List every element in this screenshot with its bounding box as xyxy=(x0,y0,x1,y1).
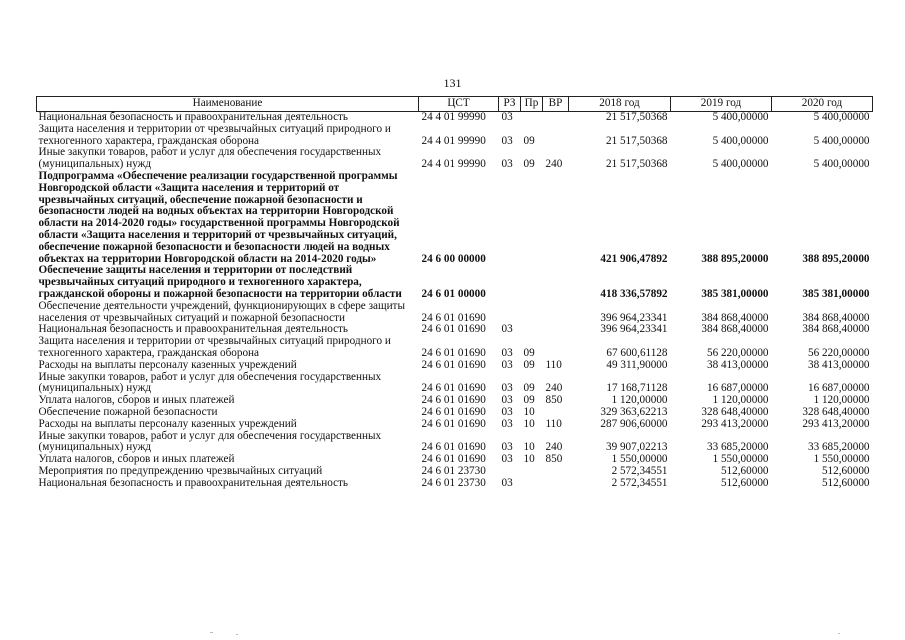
column-header-cst: ЦСТ xyxy=(419,97,499,112)
row-cst: 24 6 01 01690 xyxy=(421,323,486,336)
row-rz: 03 xyxy=(501,346,513,359)
row-pr: 10 xyxy=(523,417,535,430)
row-amount-2018: 1 120,00000 xyxy=(611,394,668,407)
table-row-subprogram xyxy=(37,171,873,265)
row-amount-2020: 16 687,00000 xyxy=(807,382,870,395)
row-amount-2018: 396 964,23341 xyxy=(600,323,668,336)
row-pr: 09 xyxy=(523,382,535,395)
row-pr xyxy=(521,466,543,478)
row-name: Национальная безопасность и правоохранительная деятельность xyxy=(38,476,349,489)
row-cst: 24 6 01 00000 xyxy=(421,287,486,300)
row-name: Иные закупки товаров, работ и услуг для обеспечения государственных (муниципальных) нужд xyxy=(38,429,382,454)
row-vr: 850 xyxy=(545,394,563,407)
row-amount-2018: 21 517,50368 xyxy=(605,111,668,123)
table-header-row xyxy=(37,97,873,112)
column-header-pr: Пр xyxy=(521,97,543,112)
table-row xyxy=(37,112,873,124)
row-amount-2019: 512,60000 xyxy=(720,464,769,477)
row-vr xyxy=(543,171,569,265)
row-amount-2019: 328 648,40000 xyxy=(701,405,769,418)
table-row xyxy=(37,360,873,372)
row-pr xyxy=(521,478,543,490)
row-pr: 09 xyxy=(523,158,535,171)
row-name: Уплата налогов, сборов и иных платежей xyxy=(38,453,235,466)
row-name: Защита населения и территории от чрезвычайных ситуаций природного и техногенного характера, гражданская оборона xyxy=(38,122,391,147)
row-amount-2018: 67 600,61128 xyxy=(606,346,668,359)
row-amount-2020: 384 868,40000 xyxy=(802,311,870,324)
row-amount-2020: 5 400,00000 xyxy=(813,158,870,171)
table-row xyxy=(37,301,873,325)
table-row xyxy=(37,407,873,419)
row-name: Обеспечение пожарной безопасности xyxy=(38,405,218,418)
row-pr xyxy=(521,265,543,300)
row-vr: 240 xyxy=(545,382,563,395)
row-rz: 03 xyxy=(501,134,513,147)
row-amount-2019: 5 400,00000 xyxy=(712,134,769,147)
row-cst: 24 6 01 01690 xyxy=(421,358,486,371)
row-cst: 24 4 01 99990 xyxy=(421,134,486,147)
row-name: Обеспечение деятельности учреждений, функционирующих в сфере защиты населения от чрезвычайных ситуаций и пожарной безопасности xyxy=(38,299,405,324)
row-cst: 24 6 01 01690 xyxy=(421,394,486,407)
row-cst: 24 6 00 00000 xyxy=(421,252,486,265)
row-amount-2019: 512,60000 xyxy=(720,476,769,489)
row-rz: 03 xyxy=(501,453,513,466)
table-row xyxy=(37,147,873,171)
row-name: Национальная безопасность и правоохранительная деятельность xyxy=(38,323,349,336)
row-vr: 110 xyxy=(545,417,562,430)
row-amount-2020: 33 685,20000 xyxy=(807,441,870,454)
row-rz: 03 xyxy=(501,158,513,171)
row-vr: 110 xyxy=(545,358,562,371)
row-rz xyxy=(499,466,521,478)
row-pr: 10 xyxy=(523,441,535,454)
row-pr xyxy=(521,324,543,336)
row-cst: 24 6 01 01690 xyxy=(421,453,486,466)
row-rz: 03 xyxy=(501,358,513,371)
column-header-2020: 2020 год xyxy=(772,97,873,112)
row-amount-2019: 16 687,00000 xyxy=(706,382,769,395)
page-number: 131 xyxy=(443,76,462,90)
column-header-name: Наименование xyxy=(37,97,419,112)
row-name: Мероприятия по предупреждению чрезвычайных ситуаций xyxy=(38,464,323,477)
row-name: Национальная безопасность и правоохранительная деятельность xyxy=(38,111,349,123)
row-amount-2020: 512,60000 xyxy=(821,476,870,489)
row-pr: 09 xyxy=(523,394,535,407)
row-vr xyxy=(543,265,569,300)
row-amount-2019: 1 550,00000 xyxy=(712,453,769,466)
row-rz: 03 xyxy=(501,382,513,395)
row-name: Иные закупки товаров, работ и услуг для обеспечения государственных (муниципальных) нужд xyxy=(38,146,382,171)
row-amount-2020: 38 413,00000 xyxy=(807,358,870,371)
row-amount-2020: 328 648,40000 xyxy=(802,405,870,418)
row-pr xyxy=(521,112,543,124)
row-cst: 24 4 01 99990 xyxy=(421,158,486,171)
row-amount-2020: 1 120,00000 xyxy=(813,394,870,407)
row-amount-2018: 329 363,62213 xyxy=(600,405,668,418)
row-amount-2018: 421 906,47892 xyxy=(600,252,668,265)
row-amount-2019: 388 895,20000 xyxy=(701,252,769,265)
row-rz: 03 xyxy=(501,417,513,430)
row-amount-2018: 21 517,50368 xyxy=(605,134,668,147)
table-row xyxy=(37,372,873,396)
row-vr xyxy=(543,301,569,325)
row-amount-2020: 385 381,00000 xyxy=(802,287,870,300)
row-cst: 24 6 01 01690 xyxy=(421,346,486,359)
row-amount-2019: 293 413,20000 xyxy=(701,417,769,430)
row-rz: 03 xyxy=(501,405,513,418)
row-name: Иные закупки товаров, работ и услуг для обеспечения государственных (муниципальных) нужд xyxy=(38,370,382,395)
row-amount-2020: 512,60000 xyxy=(821,464,870,477)
row-pr: 09 xyxy=(523,358,535,371)
row-vr xyxy=(543,478,569,490)
row-rz: 03 xyxy=(501,111,513,123)
row-cst: 24 6 01 01690 xyxy=(421,382,486,395)
row-amount-2019: 56 220,00000 xyxy=(706,346,769,359)
row-vr xyxy=(543,466,569,478)
row-pr: 09 xyxy=(523,134,535,147)
column-header-2018: 2018 год xyxy=(569,97,671,112)
row-rz: 03 xyxy=(501,323,513,336)
row-amount-2018: 396 964,23341 xyxy=(600,311,668,324)
row-amount-2018: 2 572,34551 xyxy=(611,464,668,477)
row-amount-2018: 21 517,50368 xyxy=(605,158,668,171)
row-vr xyxy=(543,407,569,419)
scan-speck xyxy=(236,634,238,635)
table-row xyxy=(37,466,873,478)
row-amount-2019: 384 868,40000 xyxy=(701,323,769,336)
column-header-vr: ВР xyxy=(543,97,569,112)
table-row xyxy=(37,336,873,360)
row-rz xyxy=(499,265,521,300)
row-amount-2019: 384 868,40000 xyxy=(701,311,769,324)
table-row xyxy=(37,124,873,148)
row-amount-2018: 49 311,90000 xyxy=(606,358,668,371)
row-amount-2020: 5 400,00000 xyxy=(813,134,870,147)
row-rz: 03 xyxy=(501,476,513,489)
row-cst: 24 6 01 01690 xyxy=(421,441,486,454)
row-cst: 24 6 01 23730 xyxy=(421,464,486,477)
row-cst: 24 4 01 99990 xyxy=(421,111,486,123)
row-cst: 24 6 01 01690 xyxy=(421,311,486,324)
row-amount-2019: 385 381,00000 xyxy=(701,287,769,300)
table-row xyxy=(37,431,873,455)
table-row xyxy=(37,419,873,431)
row-pr xyxy=(521,301,543,325)
row-cst: 24 6 01 01690 xyxy=(421,417,486,430)
row-amount-2018: 2 572,34551 xyxy=(611,476,668,489)
column-header-rz: РЗ xyxy=(499,97,521,112)
table-row xyxy=(37,478,873,490)
row-name: Расходы на выплаты персоналу казенных учреждений xyxy=(38,417,297,430)
row-amount-2020: 293 413,20000 xyxy=(802,417,870,430)
row-amount-2019: 38 413,00000 xyxy=(706,358,769,371)
row-amount-2019: 33 685,20000 xyxy=(706,441,769,454)
row-name: Подпрограмма «Обеспечение реализации государственной программы Новгородской области «Защита населения и территорий от чрезвычайных ситуаций, обеспечение пожарной безопасности и безопасности людей на водных объектах на территории Новгородской области на 2014-2020 годы» государственной программы Новгородской области «Защита населения и территорий от чрезвычайных ситуаций, обеспечение пожарной безопасности и безопасности людей на водных объектах на территории Новгородской области на 2014-2020 годы» xyxy=(38,169,400,265)
row-name: Уплата налогов, сборов и иных платежей xyxy=(38,394,235,407)
row-amount-2020: 56 220,00000 xyxy=(807,346,870,359)
row-vr xyxy=(543,112,569,124)
row-amount-2018: 17 168,71128 xyxy=(606,382,668,395)
row-name: Защита населения и территории от чрезвычайных ситуаций природного и техногенного характера, гражданская оборона xyxy=(38,335,391,359)
row-amount-2018: 39 907,02213 xyxy=(605,441,668,454)
row-amount-2020: 388 895,20000 xyxy=(802,252,870,265)
row-vr xyxy=(543,124,569,148)
row-vr xyxy=(543,336,569,360)
row-pr xyxy=(521,171,543,265)
scan-speck xyxy=(838,633,840,634)
row-rz xyxy=(499,301,521,325)
row-rz: 03 xyxy=(501,394,513,407)
row-vr xyxy=(543,324,569,336)
row-amount-2020: 384 868,40000 xyxy=(802,323,870,336)
row-vr: 240 xyxy=(545,441,563,454)
row-name: Расходы на выплаты персоналу казенных учреждений xyxy=(38,358,297,371)
budget-table xyxy=(36,96,873,490)
row-rz: 03 xyxy=(501,441,513,454)
row-vr: 850 xyxy=(545,453,563,466)
row-vr: 240 xyxy=(545,158,563,171)
row-pr: 09 xyxy=(523,346,535,359)
row-amount-2019: 5 400,00000 xyxy=(712,111,769,123)
row-name: Обеспечение защиты населения и территории от последствий чрезвычайных ситуаций природного и техногенного характера, гражданской обороны и пожарной безопасности на территории области xyxy=(38,264,402,300)
row-pr: 10 xyxy=(523,405,535,418)
table-row-main-activity xyxy=(37,265,873,300)
row-amount-2018: 287 906,60000 xyxy=(600,417,668,430)
scan-speck xyxy=(210,632,213,633)
row-pr: 10 xyxy=(523,453,535,466)
row-rz xyxy=(499,171,521,265)
row-amount-2019: 1 120,00000 xyxy=(712,394,769,407)
row-cst: 24 6 01 23730 xyxy=(421,476,486,489)
row-amount-2020: 1 550,00000 xyxy=(813,453,870,466)
row-amount-2018: 1 550,00000 xyxy=(611,453,668,466)
row-amount-2020: 5 400,00000 xyxy=(813,111,870,123)
row-cst: 24 6 01 01690 xyxy=(421,405,486,418)
row-amount-2018: 418 336,57892 xyxy=(600,287,668,300)
column-header-2019: 2019 год xyxy=(671,97,772,112)
row-amount-2019: 5 400,00000 xyxy=(712,158,769,171)
